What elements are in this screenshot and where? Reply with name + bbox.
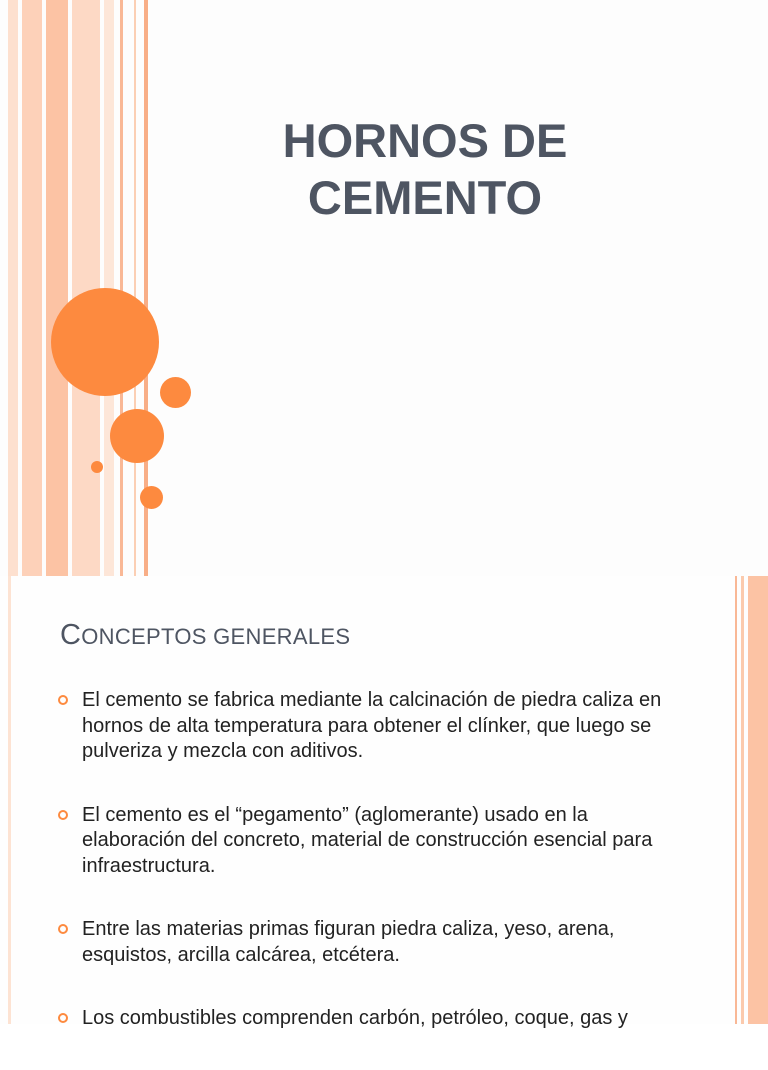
decor-stripe <box>120 0 123 576</box>
bullet-text: El cemento se fabrica mediante la calcinación de piedra caliza en hornos de alta temperatura para obtener el clínker, que luego se pulveriza y mezcla con aditivos. <box>82 689 662 762</box>
decor-stripe <box>134 0 136 576</box>
decor-circle-tiny <box>91 461 103 473</box>
decor-circle-medium <box>110 409 164 463</box>
bullet-text: Entre las materias primas figuran piedra caliza, yeso, arena, esquistos, arcilla calcárea, etcétera. <box>82 918 615 966</box>
bullet-circle-icon <box>56 917 72 942</box>
bullet-circle-icon <box>56 803 72 828</box>
decor-circle-small <box>160 377 191 408</box>
list-item <box>56 917 696 968</box>
list-item <box>56 803 696 880</box>
bullet-circle-icon <box>56 688 72 713</box>
slide-title-line: CEMENTO <box>307 171 543 224</box>
decor-stripe <box>8 0 18 576</box>
bullet-text: El cemento es el “pegamento” (aglomerante) usado en la elaboración del concreto, material de construcción esencial para infraestructura. <box>82 803 653 877</box>
slide-heading-rest: ONCEPTOS GENERALES <box>81 624 351 649</box>
bullet-circle-icon <box>56 1006 72 1031</box>
list-item <box>56 1006 696 1032</box>
slide-title <box>260 112 590 226</box>
decor-stripe <box>22 0 42 576</box>
decor-stripe <box>748 576 768 1024</box>
slide-heading-initial: C <box>60 619 82 651</box>
decor-stripe <box>46 0 68 576</box>
slide-heading <box>60 617 350 655</box>
slide-title-line: HORNOS DE <box>282 114 568 167</box>
decor-stripe <box>8 576 11 1024</box>
bullet-text: Los combustibles comprenden carbón, petróleo, coque, gas y <box>82 1007 628 1029</box>
decor-stripe <box>735 576 737 1024</box>
decor-circle-small <box>140 486 163 509</box>
list-item <box>56 688 696 765</box>
decor-stripe <box>741 576 744 1024</box>
bullet-list <box>56 688 696 1070</box>
decor-circle-large <box>51 288 159 396</box>
